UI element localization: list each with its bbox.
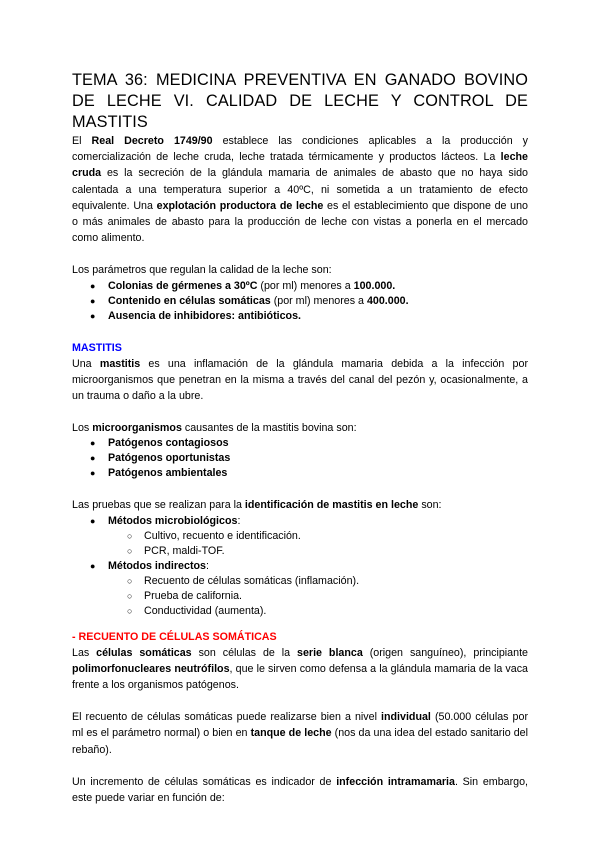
pathogens-list (72, 436, 528, 481)
indirect-methods-list (72, 574, 528, 619)
methods-list-2 (72, 559, 528, 574)
microorganisms-lead: Los microorganismos causantes de la mastitis bovina son: (72, 422, 357, 435)
rcs-paragraph-3: Un incremento de células somáticas es indicador de infección intramamaria. Sin embargo, este puede variar en función de: (72, 775, 528, 805)
hollow-bullet-icon: ○ (127, 530, 133, 541)
list-item: ○ Recuento de células somáticas (inflamación). (127, 574, 360, 587)
list-item: ○ PCR, maldi-TOF. (127, 544, 225, 557)
list-item: ● Colonias de gérmenes a 30ºC (por ml) menores a 100.000. (90, 279, 396, 292)
list-item: ● Métodos microbiológicos: (90, 514, 241, 527)
bullet-icon: ● (90, 468, 96, 479)
bullet-icon: ● (90, 295, 96, 306)
params-lead: Los parámetros que regulan la calidad de la leche son: (72, 264, 332, 277)
intro-paragraph: El Real Decreto 1749/90 establece las condiciones aplicables a la producción y comercialización de leche cruda, leche tratada térmicamente y productos lácteos. La leche cruda es la secreción de la glándula mamaria de animales de abasto que no haya sido calentada a una temperatura superior a 40ºC, ni sometida a un tratamiento de efecto equivalente. Una explotación productora de leche es el establecimiento que dispone de uno o más animales de abasto para la producción de leche con vistas a ponerla en el mercado como alimento. (72, 135, 529, 245)
bullet-icon: ● (90, 560, 96, 571)
list-item: ● Patógenos contagiosos (90, 437, 229, 450)
section-heading-rcs: - RECUENTO DE CÉLULAS SOMÁTICAS (72, 630, 277, 643)
list-item: ○ Cultivo, recuento e identificación. (127, 529, 301, 542)
document-page (72, 70, 528, 806)
hollow-bullet-icon: ○ (127, 590, 133, 601)
list-item: ● Contenido en células somáticas (por ml) menores a 400.000. (90, 294, 409, 307)
list-item: ○ Conductividad (aumenta). (127, 604, 267, 617)
rcs-paragraph-1: Las células somáticas son células de la serie blanca (origen sanguíneo), principiante polimorfonucleares neutrófilos, que le sirven como defensa a la glándula mamaria de la vaca frente a los organismos patógenos. (72, 646, 528, 692)
mastitis-paragraph: Una mastitis es una inflamación de la glándula mamaria debida a la infección por microorganismos que penetran en la misma a través del canal del pezón y, ocasionalmente, a un trauma o daño a la ubre. (72, 357, 528, 403)
rcs-paragraph-2: El recuento de células somáticas puede realizarse bien a nivel individual (50.000 células por ml es el parámetro normal) o bien en tanque de leche (nos da una idea del estado sanitario del rebaño). (72, 711, 529, 756)
bullet-icon: ● (90, 280, 96, 291)
list-item: ○ Prueba de california. (127, 589, 243, 602)
tests-lead: Las pruebas que se realizan para la identificación de mastitis en leche son: (72, 499, 442, 512)
hollow-bullet-icon: ○ (127, 575, 133, 586)
bullet-icon: ● (90, 453, 96, 464)
bullet-icon: ● (90, 515, 96, 526)
list-item: ● Patógenos ambientales (90, 467, 228, 480)
bullet-icon: ● (90, 310, 96, 321)
params-list (72, 279, 528, 324)
methods-list (72, 514, 528, 529)
microbiological-methods-list (72, 529, 528, 559)
hollow-bullet-icon: ○ (127, 605, 133, 616)
hollow-bullet-icon: ○ (127, 545, 133, 556)
document-title: TEMA 36: MEDICINA PREVENTIVA EN GANADO BOVINO DE LECHE VI. CALIDAD DE LECHE Y CONTROL DE MASTITIS (72, 71, 528, 131)
section-heading-mastitis: MASTITIS (72, 341, 122, 354)
list-item: ● Patógenos oportunistas (90, 452, 231, 465)
list-item: ● Métodos indirectos: (90, 559, 209, 572)
list-item: ● Ausencia de inhibidores: antibióticos. (90, 309, 301, 322)
bullet-icon: ● (90, 438, 96, 449)
